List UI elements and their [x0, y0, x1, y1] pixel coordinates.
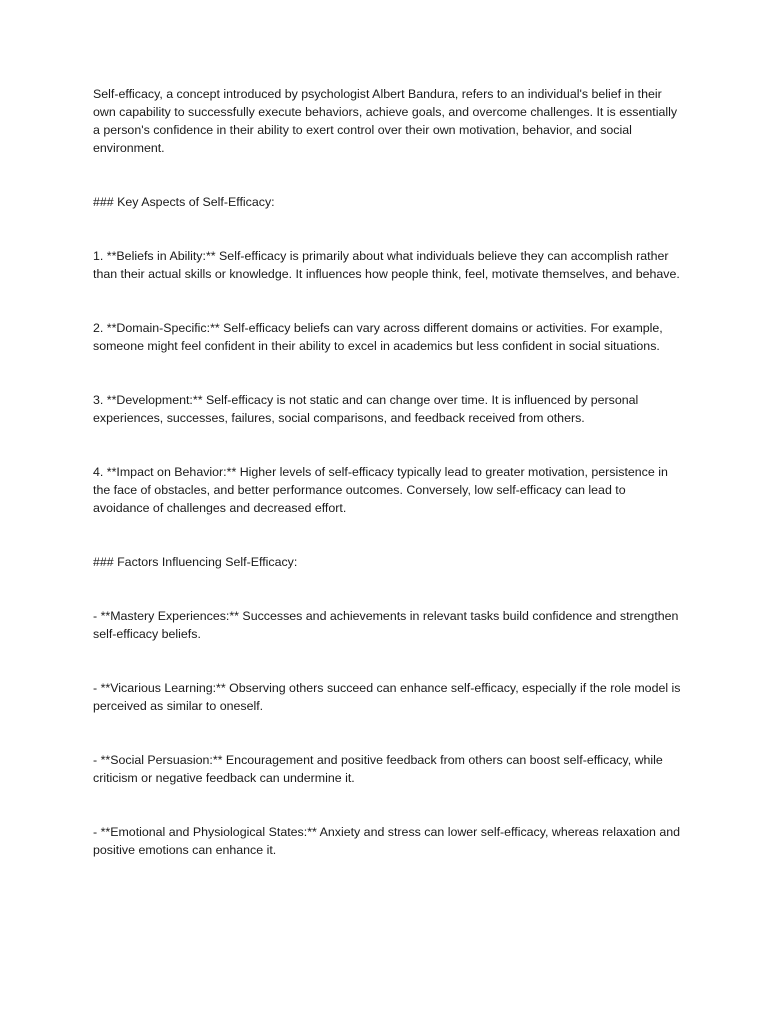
bullet-social-persuasion: - **Social Persuasion:** Encouragement and positive feedback from others can boost self-efficacy, while criticism or negative feedback can undermine it.: [93, 753, 663, 785]
bullet-mastery-experiences: - **Mastery Experiences:** Successes and achievements in relevant tasks build confidence and strengthen self-efficacy beliefs.: [93, 609, 679, 641]
intro-paragraph: Self-efficacy, a concept introduced by psychologist Albert Bandura, refers to an individual's belief in their own capability to successfully execute behaviors, achieve goals, and overcome challenges. It is essentially a person's confidence in their ability to exert control over their own motivation, behavior, and social environment.: [93, 87, 678, 155]
section-heading-factors: ### Factors Influencing Self-Efficacy:: [93, 555, 298, 569]
bullet-emotional-physiological-states: - **Emotional and Physiological States:** Anxiety and stress can lower self-efficacy, whereas relaxation and positive emotions can enhance it.: [93, 825, 681, 857]
list-item-domain-specific: 2. **Domain-Specific:** Self-efficacy beliefs can vary across different domains or activities. For example, someone might feel confident in their ability to excel in academics but less confident in social situations.: [93, 321, 663, 353]
section-heading-key-aspects: ### Key Aspects of Self-Efficacy:: [93, 195, 275, 209]
list-item-beliefs-in-ability: 1. **Beliefs in Ability:** Self-efficacy is primarily about what individuals believe they can accomplish rather than their actual skills or knowledge. It influences how people think, feel, motivate themselves, and behave.: [93, 249, 680, 281]
document-body: [93, 85, 683, 895]
list-item-development: 3. **Development:** Self-efficacy is not static and can change over time. It is influenced by personal experiences, successes, failures, social comparisons, and feedback received from others.: [93, 393, 639, 425]
list-item-impact-on-behavior: 4. **Impact on Behavior:** Higher levels of self-efficacy typically lead to greater motivation, persistence in the face of obstacles, and better performance outcomes. Conversely, low self-efficacy can lead to avoidance of challenges and decreased effort.: [93, 465, 668, 515]
bullet-vicarious-learning: - **Vicarious Learning:** Observing others succeed can enhance self-efficacy, especially if the role model is perceived as similar to oneself.: [93, 681, 681, 713]
